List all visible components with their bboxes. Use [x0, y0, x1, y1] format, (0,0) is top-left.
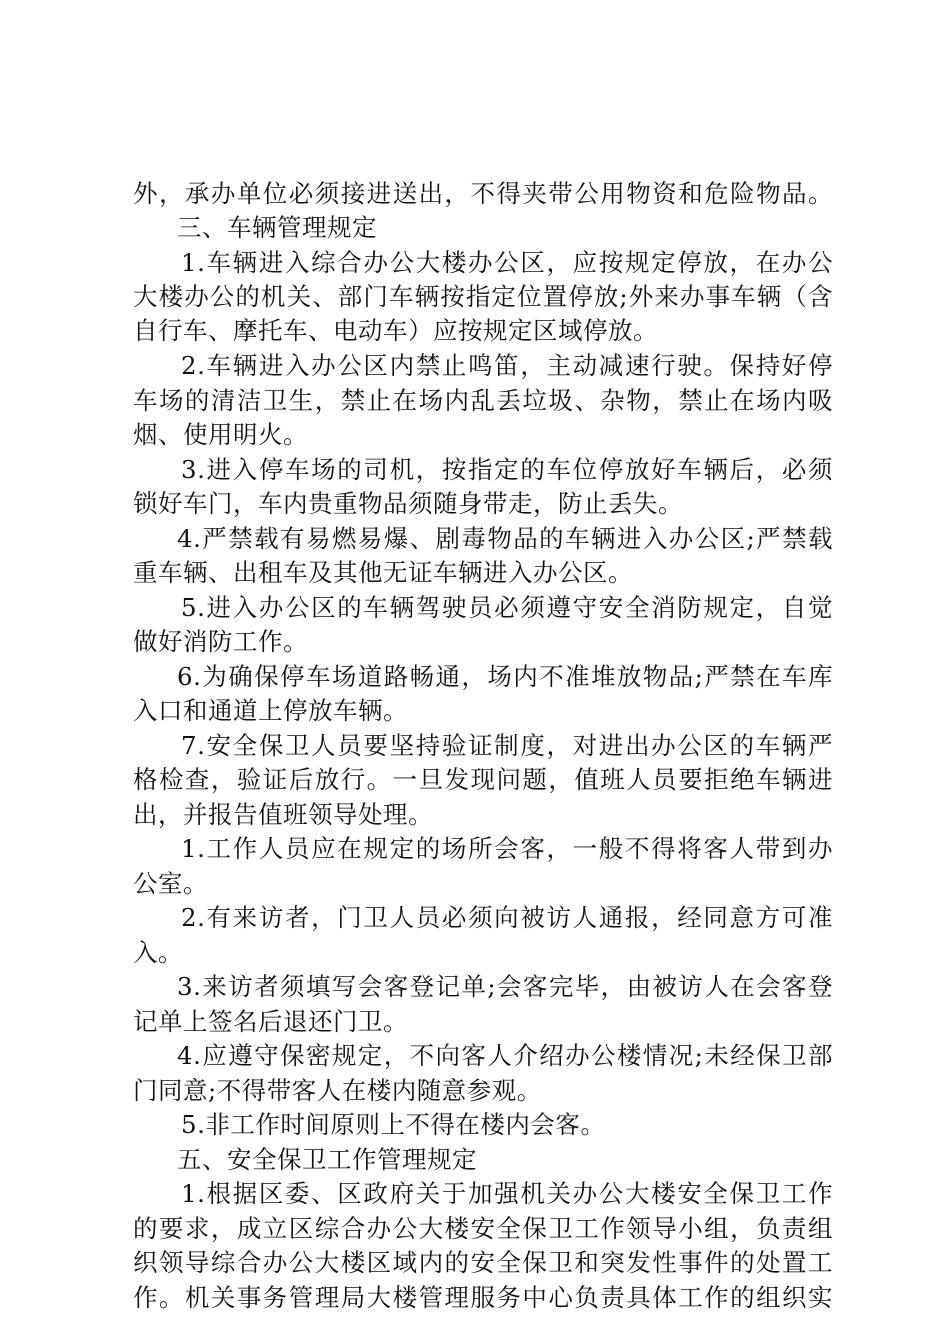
paragraph-line: 的要求，成立区综合办公大楼安全保卫工作领导小组，负责组	[133, 1214, 833, 1243]
paragraph-line: 6.为确保停车场道路畅通，场内不准堆放物品;严禁在车库	[177, 662, 833, 691]
paragraph-line: 车场的清洁卫生，禁止在场内乱丢垃圾、杂物，禁止在场内吸	[133, 386, 833, 415]
paragraph-line: 重车辆、出租车及其他无证车辆进入办公区。	[133, 558, 633, 587]
paragraph-line: 外，承办单位必须接进送出，不得夹带公用物资和危险物品。	[133, 179, 833, 208]
paragraph-line: 入口和通道上停放车辆。	[133, 696, 408, 725]
paragraph-line: 门同意;不得带客人在楼内随意参观。	[133, 1076, 542, 1105]
paragraph-line: 2.有来访者，门卫人员必须向被访人通报，经同意方可准	[181, 903, 833, 932]
paragraph-line: 烟、使用明火。	[133, 420, 308, 449]
section-heading: 五、安全保卫工作管理规定	[177, 1145, 477, 1174]
section-heading: 三、车辆管理规定	[177, 213, 377, 242]
paragraph-line: 作。机关事务管理局大楼管理服务中心负责具体工作的组织实	[133, 1283, 833, 1312]
paragraph-line: 大楼办公的机关、部门车辆按指定位置停放;外来办事车辆（含	[133, 282, 833, 311]
paragraph-line: 记单上签名后退还门卫。	[133, 1007, 408, 1036]
paragraph-line: 4.严禁载有易燃易爆、剧毒物品的车辆进入办公区;严禁载	[177, 524, 833, 553]
paragraph-line: 1.车辆进入综合办公大楼办公区，应按规定停放，在办公	[181, 248, 833, 277]
paragraph-line: 2.车辆进入办公区内禁止鸣笛，主动减速行驶。保持好停	[181, 351, 833, 380]
paragraph-line: 格检查，验证后放行。一旦发现问题，值班人员要拒绝车辆进	[133, 765, 833, 794]
paragraph-line: 公室。	[133, 869, 208, 898]
paragraph-line: 3.来访者须填写会客登记单;会客完毕，由被访人在会客登	[177, 972, 833, 1001]
paragraph-line: 入。	[133, 938, 183, 967]
paragraph-line: 织领导综合办公大楼区域内的安全保卫和突发性事件的处置工	[133, 1248, 833, 1277]
paragraph-line: 做好消防工作。	[133, 627, 308, 656]
paragraph-line: 5.非工作时间原则上不得在楼内会客。	[181, 1110, 606, 1139]
paragraph-line: 锁好车门，车内贵重物品须随身带走，防止丢失。	[133, 489, 683, 518]
paragraph-line: 1.工作人员应在规定的场所会客，一般不得将客人带到办	[181, 834, 833, 863]
paragraph-line: 自行车、摩托车、电动车）应按规定区域停放。	[133, 316, 658, 345]
paragraph-line: 3.进入停车场的司机，按指定的车位停放好车辆后，必须	[181, 455, 833, 484]
paragraph-line: 出，并报告值班领导处理。	[133, 800, 433, 829]
paragraph-line: 4.应遵守保密规定，不向客人介绍办公楼情况;未经保卫部	[177, 1041, 833, 1070]
paragraph-line: 7.安全保卫人员要坚持验证制度，对进出办公区的车辆严	[181, 731, 833, 760]
paragraph-line: 5.进入办公区的车辆驾驶员必须遵守安全消防规定，自觉	[181, 593, 833, 622]
paragraph-line: 1.根据区委、区政府关于加强机关办公大楼安全保卫工作	[181, 1179, 833, 1208]
